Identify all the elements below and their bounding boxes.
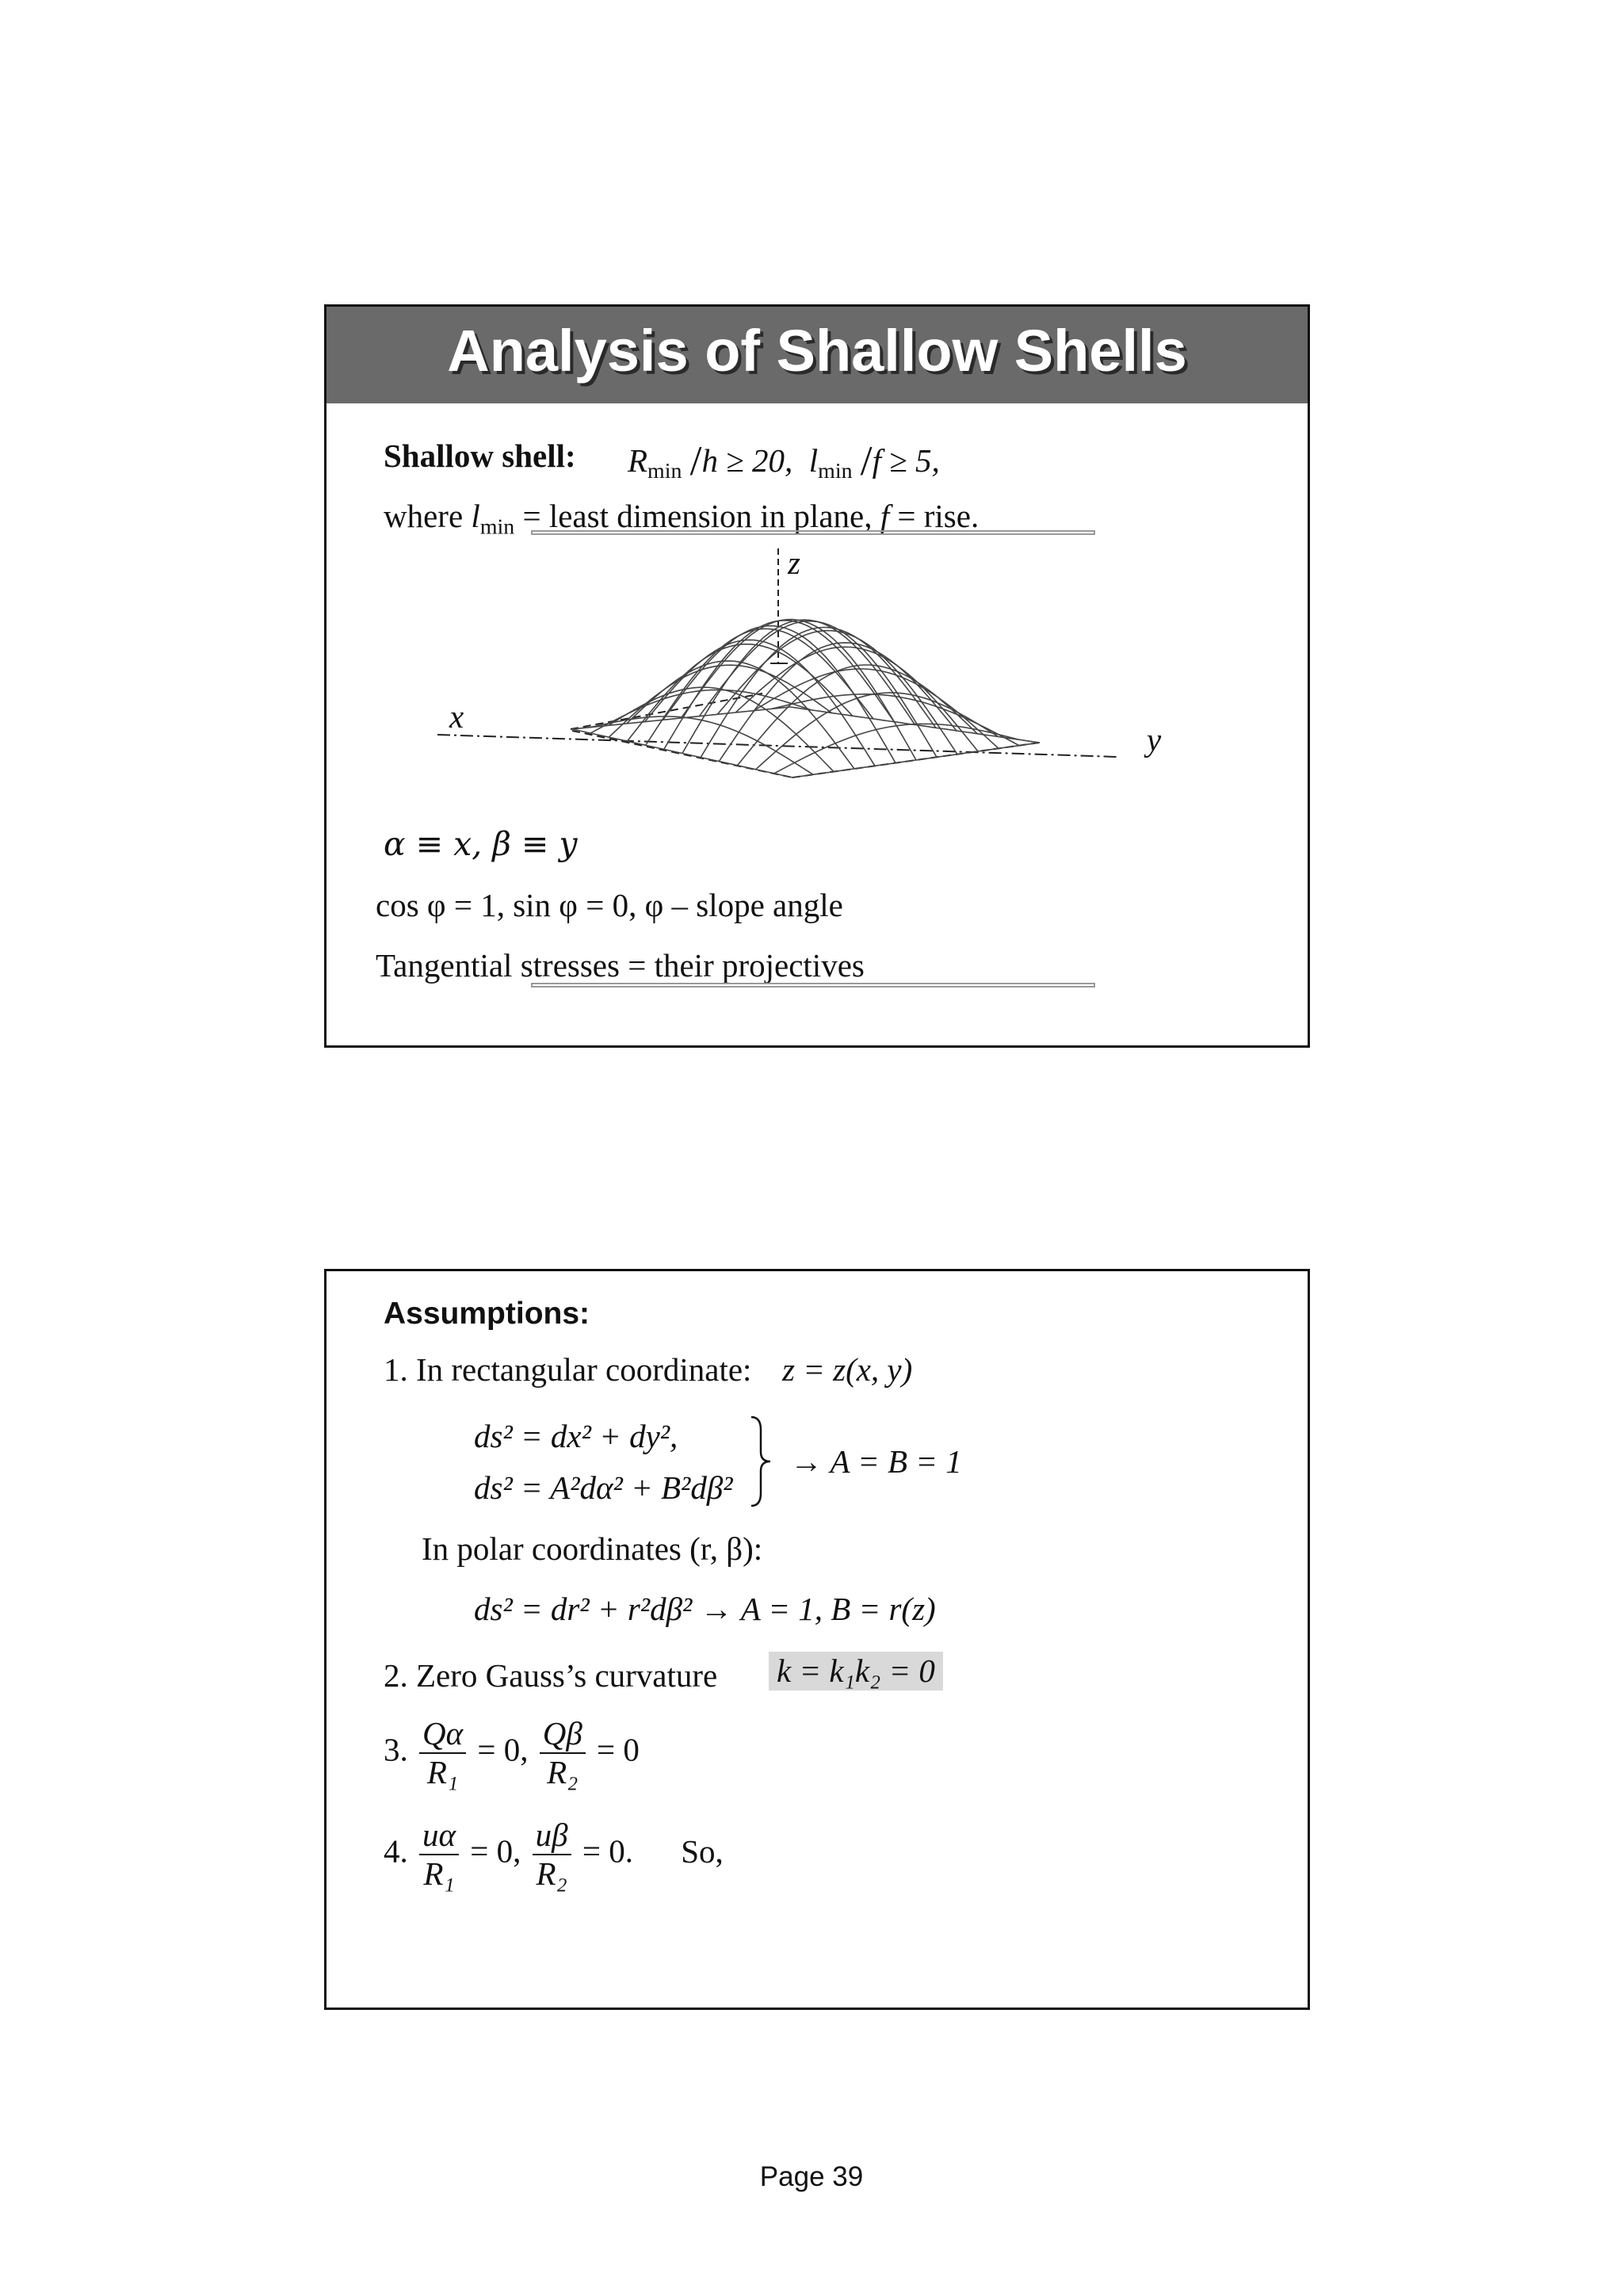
fraction-u-alpha-num: uα [419, 1817, 459, 1855]
tangential-stresses-line: Tangential stresses = their projectives [376, 947, 865, 984]
item4-number: 4. [384, 1832, 408, 1870]
fraction-q-beta-num: Qβ [540, 1715, 586, 1754]
item1-text: 1. In rectangular coordinate: [384, 1351, 752, 1388]
metric-cartesian: ds² = dx² + dy², [474, 1418, 678, 1454]
shell-diagram [430, 544, 1143, 782]
polar-text: In polar coordinates (r, β): [422, 1530, 763, 1567]
fraction-u-beta-den: R₂ [536, 1855, 567, 1893]
fraction-u-alpha [419, 1817, 459, 1893]
condition-l-min: min [818, 459, 853, 484]
assumptions-heading: Assumptions: [384, 1297, 590, 1331]
fraction-u-beta-num: uβ [533, 1817, 571, 1855]
where-prefix: where [384, 498, 472, 534]
item4-eq1: = 0, [470, 1832, 521, 1870]
item1-equation: z = z(x, y) [782, 1351, 913, 1388]
condition-l: l [808, 441, 819, 479]
metric-result: → A = B = 1 [790, 1443, 962, 1480]
polar-equation: ds² = dr² + r²dβ² → A = 1, B = r(z) [474, 1591, 936, 1627]
item4 [384, 1817, 724, 1893]
item3-eq1: = 0, [477, 1731, 529, 1768]
fraction-q-beta-den: R₂ [547, 1754, 579, 1791]
item4-so: So, [681, 1832, 724, 1870]
where-mid: = least dimension in plane, [514, 498, 880, 534]
underline-bar-1 [531, 530, 1095, 535]
axis-x-label: x [449, 698, 464, 735]
slide-assumptions [324, 1269, 1310, 2010]
where-end: = rise. [889, 498, 980, 534]
axis-y-label: y [1147, 721, 1162, 758]
mesh-line-v [590, 716, 813, 774]
underline-bar-2 [531, 983, 1095, 988]
slope-angle-line: cos φ = 1, sin φ = 0, φ – slope angle [376, 887, 843, 923]
alpha-beta-line: α ≡ x, β ≡ y [384, 825, 578, 863]
fraction-q-alpha-num: Qα [419, 1715, 466, 1754]
fraction-q-beta [540, 1715, 586, 1791]
condition-R: R [628, 441, 648, 479]
page-number: Page 39 [759, 2161, 864, 2192]
mesh-line-v [790, 707, 1040, 743]
mesh-line-v [754, 669, 999, 748]
right-brace [748, 1414, 780, 1509]
shallow-condition: $R_{min}$ /h ≥ 20, $l_{min}$ /f ≥ 5, [628, 437, 940, 484]
slide-shallow-shells [324, 304, 1310, 1048]
condition-h: h ≥ 20, [701, 441, 793, 479]
fraction-q-alpha [419, 1715, 466, 1791]
where-l: l [471, 498, 480, 534]
mesh-line-v [772, 694, 1019, 746]
where-f: f [880, 498, 890, 534]
metric-general: ds² = A²dα² + B²dβ² [474, 1469, 733, 1506]
item3-number: 3. [384, 1731, 408, 1768]
item2-text: 2. Zero Gauss’s curvature [384, 1657, 718, 1694]
axis-z-label: z [788, 544, 800, 581]
gauss-curvature-equation: k = k₁k₂ = 0 [769, 1652, 943, 1690]
where-min: min [479, 514, 515, 540]
fraction-u-alpha-den: R₁ [423, 1855, 455, 1893]
shallow-shell-label: Shallow shell: [384, 437, 576, 474]
fraction-u-beta [533, 1817, 571, 1893]
mesh-line-u [646, 628, 873, 745]
condition-R-min: min [647, 459, 682, 484]
item4-eq2: = 0. [582, 1832, 633, 1870]
slide-title: Analysis of Shallow Shells [447, 318, 1187, 384]
title-banner [327, 307, 1308, 403]
mesh-line-v [627, 661, 854, 769]
item3-eq2: = 0 [597, 1731, 640, 1768]
condition-f: f ≥ 5, [872, 441, 940, 479]
fraction-q-alpha-den: R₁ [426, 1754, 459, 1791]
item3 [384, 1715, 640, 1791]
